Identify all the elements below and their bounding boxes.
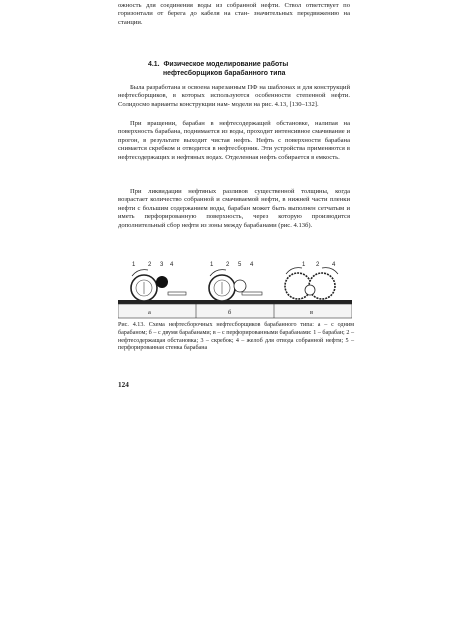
- figure-caption: Рис. 4.13. Схема нефтесборочных нефтесборщиков барабанного типа: а – с одним барабаном; б – с двумя барабанами; в – с перфорированными барабанами: 1 – барабан; 2 – нефтесодержащая обстановка; 3 – скребок; 4 – желоб для отвода собранной нефти; 5 – перфорированная стенка барабана: [118, 322, 354, 352]
- paragraph-2: При вращении, барабан в нефтесодержащей обстановке, налипая на поверхность барабана, поднимается из воды, проходит интенсивное смачивание и прогон, в результате выходит чистая нефть. Нефть с поверхности барабана снимается скребком и отводится в нефтесборник. Эти устройства применяются в нефтесодержащих и нефтяных водах. Отделенная нефть собирается в емкость.: [118, 120, 350, 161]
- paragraph-3: При ликвидации нефтяных разливов существенной толщины, когда возрастает количество собранной и смачиваемой нефти, в нижней части пленки нефти с большим содержанием воды, барабан может быть выполнен сетчатым и иметь перфорированную поверхность, через которую производится дополнительный сбор нефти из зоны между барабанами (рис. 4.13б).: [118, 188, 350, 229]
- panel-a-letter: а: [148, 309, 151, 316]
- figure-base: [118, 304, 352, 318]
- oil-skimmer-figure: [118, 256, 352, 320]
- panel-c-drums: [285, 268, 338, 299]
- panel-c-letter: в: [310, 309, 314, 316]
- paragraph-1: Была разработана и освоена нарезанным ПФ на шаблонах и для конструкций нефтесборщиков, в которых используются особенности степенной нефти. Солидосмо варианты конструкции нам- модели на рис. 4.13, [130–132].: [118, 84, 350, 108]
- panel-b-letter: б: [228, 309, 232, 316]
- intro-paragraph: ожность для соединения воды из собранной нефти. Ствол ответствует по горизонтали от берега до кабеля на стан- значительных передвижению на станции.: [118, 2, 350, 26]
- label-a-1: 1: [132, 262, 136, 268]
- label-b-1: 1: [210, 262, 214, 268]
- label-a-3: 3: [160, 262, 164, 268]
- label-c-1: 1: [302, 262, 306, 268]
- panel-a-drum: [131, 270, 186, 301]
- section-number: 4.1.: [148, 61, 160, 68]
- label-b-2: 2: [226, 262, 230, 268]
- section-title-line2: нефтесборщиков барабанного типа: [163, 70, 286, 77]
- water-surface: [118, 300, 352, 304]
- section-heading: [148, 60, 348, 78]
- label-a-2: 2: [148, 262, 152, 268]
- label-c-4: 4: [332, 262, 336, 268]
- panel-b-drum: [209, 270, 262, 301]
- label-b-5: 5: [238, 262, 242, 268]
- label-c-2: 2: [316, 262, 320, 268]
- label-a-4: 4: [170, 262, 174, 268]
- section-title-line1: Физическое моделирование работы: [163, 61, 289, 68]
- label-b-4: 4: [250, 262, 254, 268]
- page-number: 124: [118, 381, 129, 389]
